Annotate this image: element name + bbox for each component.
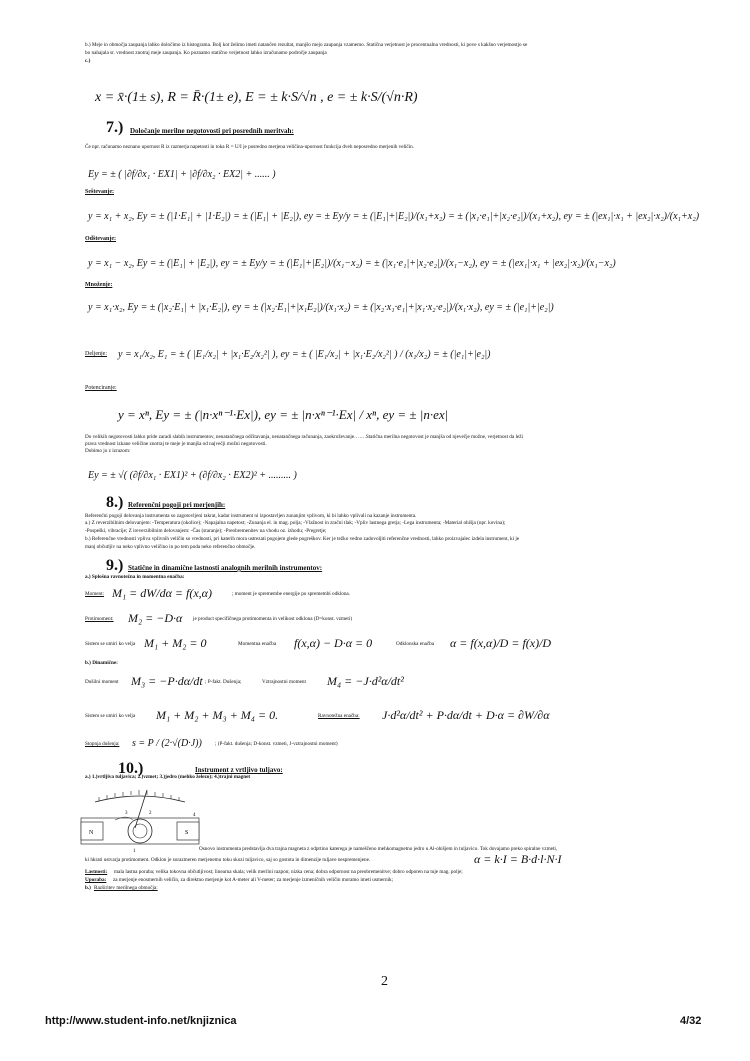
- section-8-line-2: a.) Z reverzibilnim delovanjem: -Temperatura (okolice); -Napajalna napetost; -Zunanja el. in mag. polja; -Vlažnost in zračni tlak; -Vpliv lastnega gretja; -Lega instrumenta; -Material ohišja (npr. kovina);: [85, 520, 506, 526]
- coil: [128, 819, 152, 843]
- section-10-parts: a.) 1.)vrtljiva tuljavica; 2.)vzmet; 3.)jedro (mehko železo); 4.)trajni magnet: [85, 774, 251, 780]
- section-8-title: Referenčni pogoji pri merjenjih:: [128, 501, 226, 509]
- label-odstevanje: Odštevanje:: [85, 236, 116, 242]
- footer-url[interactable]: http://www.student-info.net/knjiznica: [45, 1015, 237, 1027]
- label-stopnja: Stopnja dušenja:: [85, 741, 120, 747]
- label-sistem: Sistem se umiri ko velja: [85, 641, 136, 647]
- dusilni-note: ; P-fakt. Dušenja;: [205, 679, 242, 685]
- formula-ravnotezna: J·d²α/dt² + P·dα/dt + D·α = ∂W/∂α: [382, 708, 550, 722]
- section-9-b-label: b.) Dinamične:: [85, 660, 118, 666]
- section-8-line-3: -Pospeški, vibracije; Z ireverzibilnim delovanjem: -Čas (staranje); -Preobremenitev na vhodu oz. izhodu; -Pregretje;: [85, 528, 327, 534]
- scale-ticks: [99, 790, 179, 801]
- formula-potenciranje: y = xⁿ, Ey = ± (|n·xⁿ⁻¹·Ex|), ey = ± |n·xⁿ⁻¹·Ex| / xⁿ, ey = ± |n·ex|: [118, 407, 449, 422]
- formula-momentna: f(x,α) − D·α = 0: [294, 636, 373, 650]
- formula-vztrajnostni: M₄ = −J·d²α/dt²: [327, 674, 404, 688]
- formula-sistem: M₁ + M₂ = 0: [144, 636, 207, 650]
- formula-general: Ey = ± ( |∂f/∂x₁ · EX1| + |∂f/∂x₂ · EX2| + ...... ): [88, 169, 276, 180]
- formula-stopnja: s = P / (2·√(D·J)): [132, 738, 202, 749]
- label-sestevanje: Seštevanje:: [85, 189, 114, 195]
- section-9-title: Statične in dinamične lastnosti analognih merilnih instrumentov:: [128, 564, 323, 572]
- section-9-a-label: a.) Splošna ravnotežna in momentna enačba:: [85, 574, 185, 580]
- formula-odstevanje: y = x₁ − x₂, Ey = ± (|E₁| + |E₂|), ey = ± Ey/y = ± (|E₁|+|E₂|)/(x₁−x₂) = ± (|x₁·e₁|+|x₂·e₂|)/(x₁−x₂), ey = ± (|ex₁|·x₁ + |ex₂|·x₂)/(x₁−x₂): [88, 258, 616, 269]
- b-note: b.) Meje in območja zaupanja lahko določimo iz histograma. Bolj kot želimo imeti natančen rezultat, manjšo mejo zaupanja vzamemo. Statična verjetnost je procentualna vrednosti, ki pove s kakšno verjetnostjo se: [85, 42, 528, 48]
- label-sistem-2: Sistem se umiri ko velja: [85, 713, 136, 719]
- formula-mnozenje: y = x₁·x₂, Ey = ± (|x₂·E₁| + |x₁·E₂|), ey = ± (|x₂·E₁|+|x₁E₂|)/(x₁·x₂) = ± (|x₂·x₁·e₁|+|x₁·x₂·e₂|)/(x₁·x₂), ey = ± (|e₁|+|e₂|): [88, 302, 554, 313]
- label-ravnotezna: Ravnotežna enačba:: [318, 713, 360, 719]
- label-odklonska: Odklonska enačba: [396, 641, 435, 647]
- label-deljenje: Deljenje:: [85, 351, 107, 357]
- formula-deljenje: y = x₁/x₂, E₁ = ± ( |E₁/x₂| + |x₁·E₂/x₂²| ), ey = ± ( |E₁/x₂| + |x₁·E₂/x₂²| ) / (x₁/x₂) = ± (|e₁|+|e₂|): [118, 349, 491, 360]
- b-note-2: bo nahajala sr. vrednost znotraj meje zaupanja. Ko poznamo statično verjetnost lahko izračunamo področje zaupanja: [85, 50, 327, 56]
- label-potenciranje: Potenciranje:: [85, 385, 117, 391]
- fig-label-n: N: [89, 830, 94, 836]
- section-9-number: 9.): [106, 557, 124, 574]
- formula-rms: Ey = ± √( (∂f/∂x₁ · EX1)² + (∂f/∂x₂ · EX2)² + ......... ): [88, 470, 297, 481]
- section-10-b-text: Razširitev merilnega območja:: [94, 885, 158, 891]
- label-dusilni: Dušilni moment: [85, 679, 119, 685]
- label-lastnosti: Lastnosti:: [85, 869, 108, 875]
- section-7-para-3: Dobimo jo z izrazom:: [85, 448, 131, 454]
- spring: [115, 817, 133, 820]
- label-mnozenje: Množenje:: [85, 282, 113, 288]
- section-8-number: 8.): [106, 494, 124, 511]
- formula-protimoment: M₂ = −D·α: [128, 611, 183, 625]
- moving-coil-figure: [75, 784, 205, 856]
- label-protimoment: Protimoment:: [85, 616, 114, 622]
- formula-dusilni: M₃ = −P·dα/dt: [131, 674, 203, 688]
- label-vztrajnostni: Vztrajnostni moment: [262, 679, 306, 685]
- fig-label-1: 1: [133, 849, 136, 854]
- section-10-desc-2: ki hkrati ustvarja protimoment. Odklon je sorazmeren merjenemu toku skozi tuljavico, saj so gostota in dimenzije tuljave nespremenjene.: [85, 857, 371, 863]
- iron-core: [133, 824, 147, 838]
- moment-note: ; moment je spremembe energije po spremembi odklona.: [232, 591, 351, 597]
- label-moment: Moment:: [85, 591, 105, 597]
- lastnosti-text: mala lastna poraba; velika tokovna občutljivost; linearna skala; velik merilni razpon; nizka cena; dobra odpornost na preobremenitve; dobro odporen na tuje mag. polje;: [114, 869, 463, 875]
- formula-c: x = x̄·(1± s), R = R̄·(1± e), E = ± k·S/√n , e = ± k·S/(√n·R): [95, 90, 418, 105]
- scale-arc: [95, 796, 185, 802]
- label-uporaba: Uporaba:: [85, 877, 107, 883]
- section-10-desc-1: Osnovo instrumenta predstavlja dva trajna magneta z odprtino katerega je nameščeno mehkomagnetno jedro u Al-ohišjem in tuljavico. Tok dovajamo preko spiralne vzmeti,: [199, 846, 558, 852]
- section-8-line-1: Referenčni pogoji delovanja instrumenta so zagotovljeni takrat, kadar instrument ni izpostavljen zunanjim vplivom, ki bi lahko vplivali na kazanje instrumenta.: [85, 513, 417, 519]
- uporaba-text: za merjenje enosmernih veličin, za direktno merjenje kot A-meter ali V-meter; za merjenje izmeničnih veličin moramo imeti usmernik;: [113, 877, 394, 883]
- page-number: 2: [381, 974, 388, 989]
- section-7-para-1: Do velikih negotovosti lahko pride zaradi slabih instrumentov, nenatančnega odčitavanja, nenatančnega računanja, zaokroževanje…….Statična merilna negotovost je manjša od njevečje možne, verjetnost da leži: [85, 434, 523, 440]
- formula-sestevanje: y = x₁ + x₂, Ey = ± (|1·E₁| + |1·E₂|) = ± (|E₁| + |E₂|), ey = ± Ey/y = ± (|E₁|+|E₂|)/(x₁+x₂) = ± (|x₁·e₁|+|x₂·e₂|)/(x₁+x₂), ey = ± (|ex₁|·x₁ + |ex₂|·x₂)/(x₁+x₂): [88, 211, 700, 222]
- formula-moment: M₁ = dW/dα = f(x,α): [112, 586, 212, 600]
- section-7-number: 7.): [106, 119, 124, 136]
- fig-label-2: 2: [149, 811, 152, 816]
- formula-sistem-2: M₁ + M₂ + M₃ + M₄ = 0.: [156, 708, 279, 722]
- section-10-b-label: b.): [85, 885, 91, 891]
- fig-label-4: 4: [193, 813, 196, 818]
- section-10-number: 10.): [118, 760, 144, 777]
- section-8-line-4: b.) Referenčne vrednosti vpliva vplivnih veličin so vrednosti, pri katerih mora ustrezati pogojem glede pogreškov. Ker je težko vedno zadovoljiti referenčne vrednosti, lahko proizvajalec izdela instrument, ki je: [85, 536, 520, 542]
- protimoment-note: je product specifičnega protimomenta in velikost odklona (D=konst. vzmeti): [193, 616, 352, 622]
- section-7-para-2: prava vrednost izkane veličine znotraj te meje je manjša od največji možni negotovosti.: [85, 441, 267, 447]
- section-7-title: Določanje merilne negotovosti pri posrednih meritvah:: [130, 127, 294, 135]
- fig-label-3: 3: [125, 811, 128, 816]
- stopnja-note: ; (P-fakt. dušenja; D-konst. vzmeti, J-vztrajnostni moment): [215, 741, 338, 747]
- page-count: 4/32: [680, 1015, 702, 1027]
- formula-alpha: α = k·I = B·d·l·N·I: [474, 852, 562, 866]
- section-10-title: Instrument z vrtljivo tuljavo:: [195, 766, 283, 774]
- formula-odklonska: α = f(x,α)/D = f(x)/D: [450, 636, 552, 650]
- label-momentna: Momentna enačba: [238, 641, 277, 647]
- fig-label-s: S: [185, 830, 189, 836]
- section-7-intro: Če npr. računamo neznano upornost R iz razmerja napetosti in toka R = U/I je posredno merjena veličina-upornost funkcija dveh neposredno merjenih veličin.: [85, 144, 415, 150]
- c-label: c.): [85, 58, 91, 64]
- section-8-line-5: manj občutljiv na neko vplivno veličino in po tem poda neko referenčno območje.: [85, 544, 256, 550]
